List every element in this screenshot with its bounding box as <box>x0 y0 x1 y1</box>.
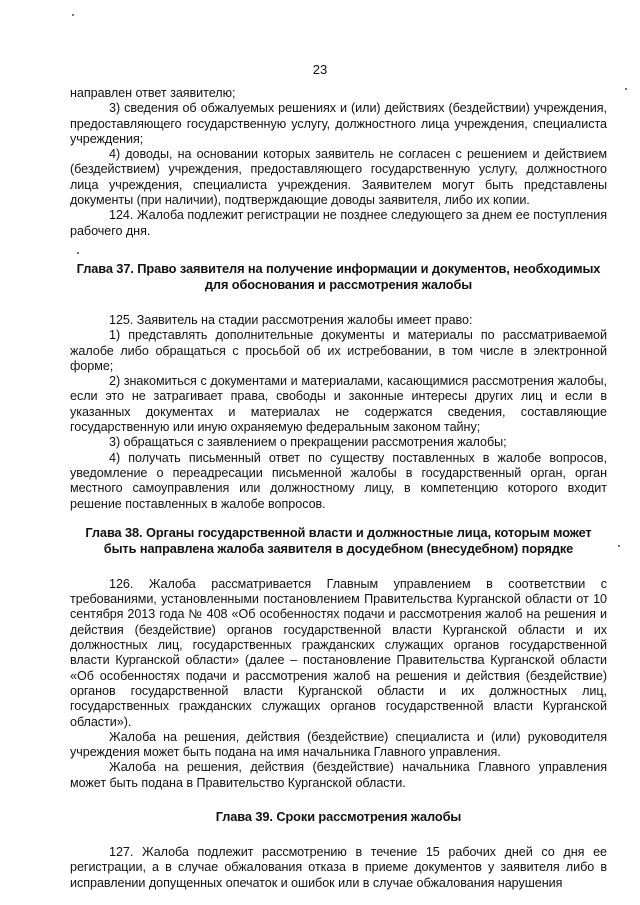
paragraph: Жалоба на решения, действия (бездействие) начальника Главного управления может быть подана в Правительство Курганской области. <box>70 760 607 790</box>
paragraph: направлен ответ заявителю; <box>70 86 236 100</box>
paragraph: 4) получать письменный ответ по существу поставленных в жалобе вопросов, уведомление о переадресации письменной жалобы в государственный орган, орган местного самоуправления или должностному лицу, в компетенцию которого входит решение поставленных в жалобе вопросов. <box>70 450 607 511</box>
scan-speck <box>625 88 627 90</box>
paragraph: 124. Жалоба подлежит регистрации не позднее следующего за днем ее поступления рабочего дня. <box>70 208 607 238</box>
page-number: 23 <box>312 62 328 77</box>
scan-speck <box>72 14 74 16</box>
paragraph: 127. Жалоба подлежит рассмотрению в течение 15 рабочих дней со дня ее регистрации, а в случае обжалования отказа в приеме документов у заявителя либо в исправлении допущенных опечаток и ошибок или в случае обжалования нарушения <box>70 844 607 890</box>
scan-speck <box>618 545 620 547</box>
paragraph: Жалоба на решения, действия (бездействие) специалиста и (или) руководителя учреждения может быть подана на имя начальника Главного управления. <box>70 729 607 760</box>
scan-speck <box>77 252 79 254</box>
chapter-heading-39: Глава 39. Сроки рассмотрения жалобы <box>215 808 462 824</box>
paragraph: 3) обращаться с заявлением о прекращении рассмотрения жалобы; <box>109 435 507 450</box>
paragraph: 4) доводы, на основании которых заявитель не согласен с решением и действием (бездействием) учреждения, предоставляющего государственную услугу, должностного лица учреждения, специалиста учреждения. Заявителем могут быть представлены документы (при наличии), подтверждающие доводы заявителя, либо их копии. <box>70 147 607 208</box>
paragraph: 3) сведения об обжалуемых решениях и (или) действиях (бездействии) учреждения, предоставляющего государственную услугу, должностного лица учреждения, специалиста учреждения; <box>70 101 607 146</box>
chapter-heading-37: Глава 37. Право заявителя на получение информации и документов, необходимых для обоснования и рассмотрения жалобы <box>76 260 601 292</box>
paragraph: 125. Заявитель на стадии рассмотрения жалобы имеет право: <box>109 312 473 327</box>
paragraph: 2) знакомиться с документами и материалами, касающимися рассмотрения жалобы, если это не затрагивает права, свободы и законные интересы других лиц и если в указанных документах и материалах не содержатся сведения, составляющие государственную или иную охраняемую федеральным законом тайну; <box>70 374 607 435</box>
chapter-heading-38: Глава 38. Органы государственной власти и должностные лица, которым может быть направлена жалоба заявителя в досудебном (внесудебном) порядке <box>85 524 592 556</box>
paragraph: 126. Жалоба рассматривается Главным управлением в соответствии с требованиями, установленными постановлением Правительства Курганской области от 10 сентября 2013 года № 408 «Об особенностях подачи и рассмотрения жалоб на решения и действия (бездействие) органов государственной власти Курганской области и их должностных лиц, государственных гражданских служащих органов государственной власти Курганской области» (далее – постановление Правительства Курганской области «Об особенностях подачи и рассмотрения жалоб на решения и действия (бездействие) органов государственной власти Курганской области и их должностных лиц, государственных гражданских служащих органов государственной власти Курганской области»). <box>70 576 607 729</box>
paragraph: 1) представлять дополнительные документы и материалы по рассматриваемой жалобе либо обращаться с просьбой об их истребовании, в том числе в электронной форме; <box>70 328 607 373</box>
document-body <box>70 86 607 891</box>
